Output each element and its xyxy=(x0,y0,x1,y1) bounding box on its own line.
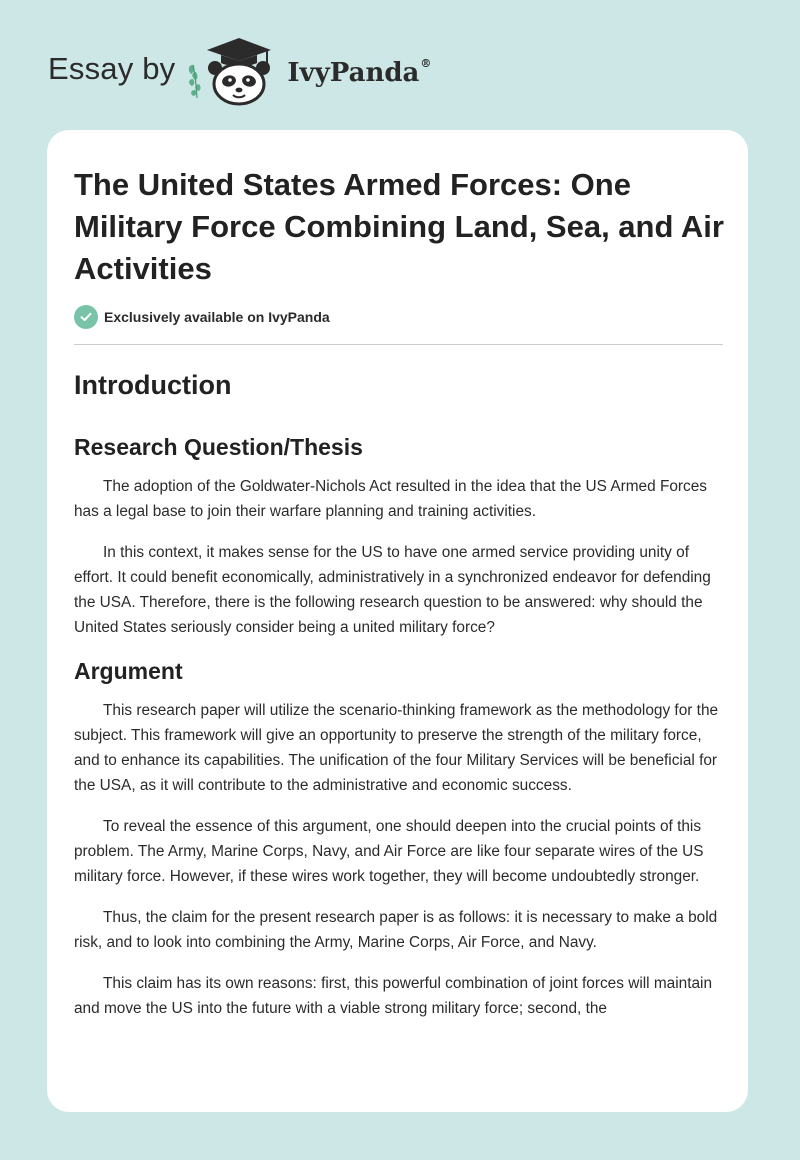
ivy-leaf-icon xyxy=(189,65,201,98)
paragraph: Thus, the claim for the present research paper is as follows: it is necessary to make a bold risk, and to look into combining the Army, Marine Corps, Air Force, and Navy. xyxy=(74,909,718,951)
paragraph: This research paper will utilize the scenario-thinking framework as the methodology for the subject. This framework will give an opportunity to preserve the strength of the military force, and to enhance its capabilities. The unification of the four Military Services will be beneficial for the USA, as it will contribute to the administrative and economic success. xyxy=(74,702,719,794)
essay-card xyxy=(47,130,748,1112)
essay-body xyxy=(74,368,724,1037)
panda-graduation-cap-logo-icon xyxy=(187,34,283,108)
check-circle-icon xyxy=(74,305,98,329)
essay-title: The United States Armed Forces: One Military Force Combining Land, Sea, and Air Activities xyxy=(74,167,724,286)
paragraph: To reveal the essence of this argument, one should deepen into the crucial points of this problem. The Army, Marine Corps, Navy, and Air Force are like four separate wires of the US military force. However, if these wires work together, they will become undoubtedly stronger. xyxy=(74,818,704,885)
site-header xyxy=(48,34,431,108)
ivypanda-logo-link[interactable] xyxy=(187,34,431,108)
paragraph: The adoption of the Goldwater-Nichols Act resulted in the idea that the US Armed Forces has a legal base to join their warfare planning and training activities. xyxy=(74,478,707,520)
subsection-heading-research-question: Research Question/Thesis xyxy=(74,434,363,460)
title-divider xyxy=(74,344,723,345)
brand-name xyxy=(287,57,431,88)
paragraph: In this context, it makes sense for the US to have one armed service providing unity of effort. It could benefit economically, administratively in a synchronized endeavor for defending the USA. Therefore, there is the following research question to be answered: why should the United States seriously consider being a united military force? xyxy=(74,544,711,636)
exclusive-badge xyxy=(74,305,330,329)
essay-by-label: Essay by xyxy=(48,51,176,86)
exclusive-badge-text: Exclusively available on IvyPanda xyxy=(104,309,330,325)
brand-name-text: IvyPanda xyxy=(287,57,420,88)
section-heading-introduction: Introduction xyxy=(74,370,232,400)
paragraph: This claim has its own reasons: first, this powerful combination of joint forces will maintain and move the US into the future with a viable strong military force; second, the xyxy=(74,975,713,1017)
subsection-heading-argument: Argument xyxy=(74,658,183,684)
registered-mark: ® xyxy=(420,56,432,70)
checkmark-icon xyxy=(79,310,93,324)
